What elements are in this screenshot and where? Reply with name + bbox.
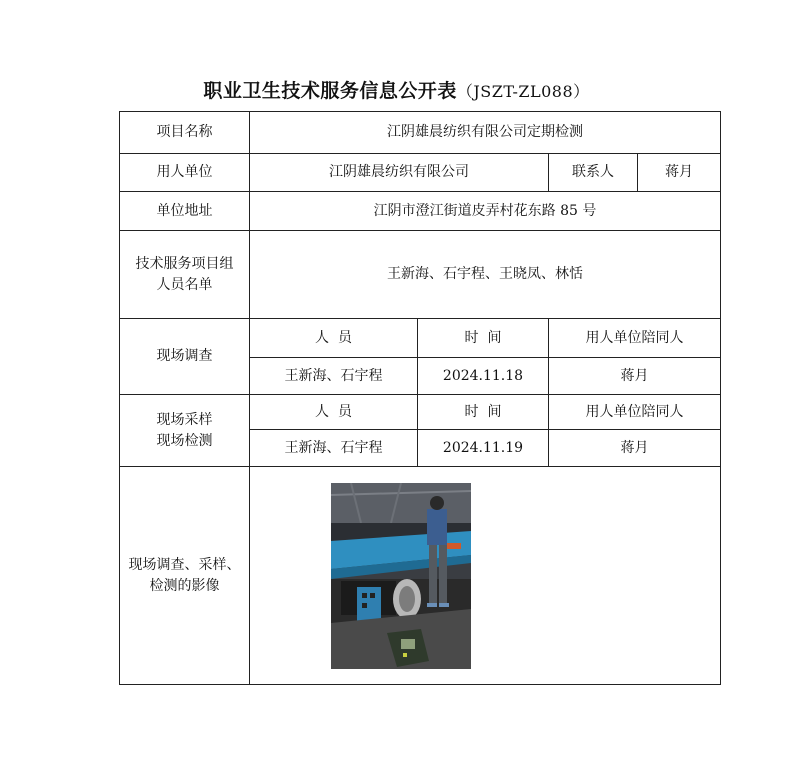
sampling-col-personnel: 人 员 bbox=[250, 395, 418, 430]
image-cell bbox=[250, 467, 721, 685]
survey-personnel: 王新海、石宇程 bbox=[250, 358, 418, 395]
survey-col-personnel: 人 员 bbox=[250, 319, 418, 358]
form-code: （JSZT-ZL088） bbox=[456, 82, 590, 101]
team-label: 技术服务项目组 人员名单 bbox=[120, 231, 250, 319]
survey-time: 2024.11.18 bbox=[418, 358, 549, 395]
survey-col-escort: 用人单位陪同人 bbox=[549, 319, 721, 358]
contact-label: 联系人 bbox=[549, 154, 638, 192]
sampling-escort: 蒋月 bbox=[549, 430, 721, 467]
info-table bbox=[119, 111, 721, 685]
site-photo-image bbox=[331, 483, 471, 669]
site-photo bbox=[331, 483, 471, 669]
survey-escort: 蒋月 bbox=[549, 358, 721, 395]
address-label: 单位地址 bbox=[120, 192, 250, 231]
sampling-col-escort: 用人单位陪同人 bbox=[549, 395, 721, 430]
image-label: 现场调查、采样、 检测的影像 bbox=[120, 467, 250, 685]
survey-col-time: 时 间 bbox=[418, 319, 549, 358]
project-name-value: 江阴雄晨纺织有限公司定期检测 bbox=[250, 112, 721, 154]
sampling-col-time: 时 间 bbox=[418, 395, 549, 430]
employer-value: 江阴雄晨纺织有限公司 bbox=[250, 154, 549, 192]
page-title bbox=[0, 76, 793, 103]
sampling-time: 2024.11.19 bbox=[418, 430, 549, 467]
team-value: 王新海、石宇程、王晓凤、林恬 bbox=[250, 231, 721, 319]
contact-value: 蒋月 bbox=[638, 154, 721, 192]
survey-label: 现场调查 bbox=[120, 319, 250, 395]
address-value: 江阴市澄江街道皮弄村花东路 85 号 bbox=[250, 192, 721, 231]
sampling-label: 现场采样 现场检测 bbox=[120, 395, 250, 467]
employer-label: 用人单位 bbox=[120, 154, 250, 192]
title-main: 职业卫生技术服务信息公开表 bbox=[203, 80, 457, 102]
sampling-personnel: 王新海、石宇程 bbox=[250, 430, 418, 467]
project-name-label: 项目名称 bbox=[120, 112, 250, 154]
